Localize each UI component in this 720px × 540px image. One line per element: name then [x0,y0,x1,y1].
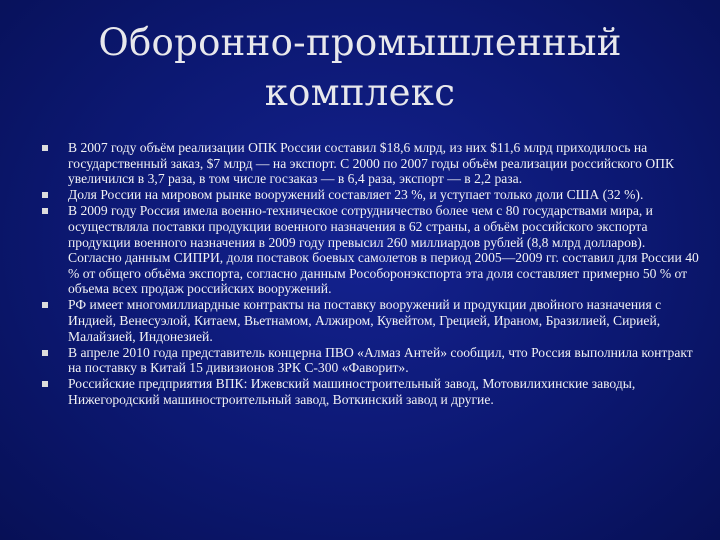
square-bullet-icon [42,302,48,308]
bullet-item [40,297,700,344]
bullet-item [40,187,700,203]
slide-title-line-1: Оборонно-промышленный [98,21,622,64]
square-bullet-icon [42,208,48,214]
bullet-text: РФ имеет многомиллиардные контракты на поставку вооружений и продукции двойного назначения с Индией, Венесуэлой, Китаем, Вьетнамом, Алжиром, Кувейтом, Грецией, Ираном, Бразилией, Сирией, Малайзией, Индонезией. [68,297,662,344]
bullet-text: В апреле 2010 года представитель концерна ПВО «Алмаз Антей» сообщил, что Россия выполнила контракт на поставку в Китай 15 дивизионов ЗРК С-300 «Фаворит». [68,344,693,376]
bullet-text: В 2007 году объём реализации ОПК России составил $18,6 млрд, из них $11,6 млрд приходилось на государственный заказ, $7 млрд — на экспорт. С 2000 по 2007 годы объём реализации российского ОПК увеличился в 3,7 раза, в том числе госзаказ — в 6,4 раза, экспорт — в 2,2 раза. [68,140,675,187]
square-bullet-icon [42,381,48,387]
bullet-list [40,140,700,408]
square-bullet-icon [42,350,48,356]
square-bullet-icon [42,192,48,198]
slide-title-line-2: комплекс [264,71,456,114]
bullet-item [40,203,700,297]
bullet-text: Доля России на мировом рынке вооружений составляет 23 %, и уступает только доли США (32 %). [68,187,644,203]
bullet-text: Российские предприятия ВПК: Ижевский машиностроительный завод, Мотовилихинские заводы, Нижегородский машиностроительный завод, Воткинский завод и другие. [68,376,636,407]
square-bullet-icon [42,145,48,151]
bullet-item [40,376,700,407]
bullet-item [40,345,700,376]
bullet-text: В 2009 году Россия имела военно-техническое сотрудничество более чем с 80 государствами мира, и осуществляла поставки продукции военного назначения в 62 страны, а объём российского экспорта продукции военного назначения в 2009 году превысил 260 миллиардов рублей (8,8 млрд долларов). Согласно данным СИПРИ, доля поставок боевых самолетов в период 2005—2009 гг. составил для России 40 % от общего объёма экспорта, согласно данным Рособоронэкспорта эта доля составляет примерно 50 % от объема всех продаж российских вооружений. [68,203,699,297]
slide-title [60,18,660,118]
bullet-item [40,140,700,187]
